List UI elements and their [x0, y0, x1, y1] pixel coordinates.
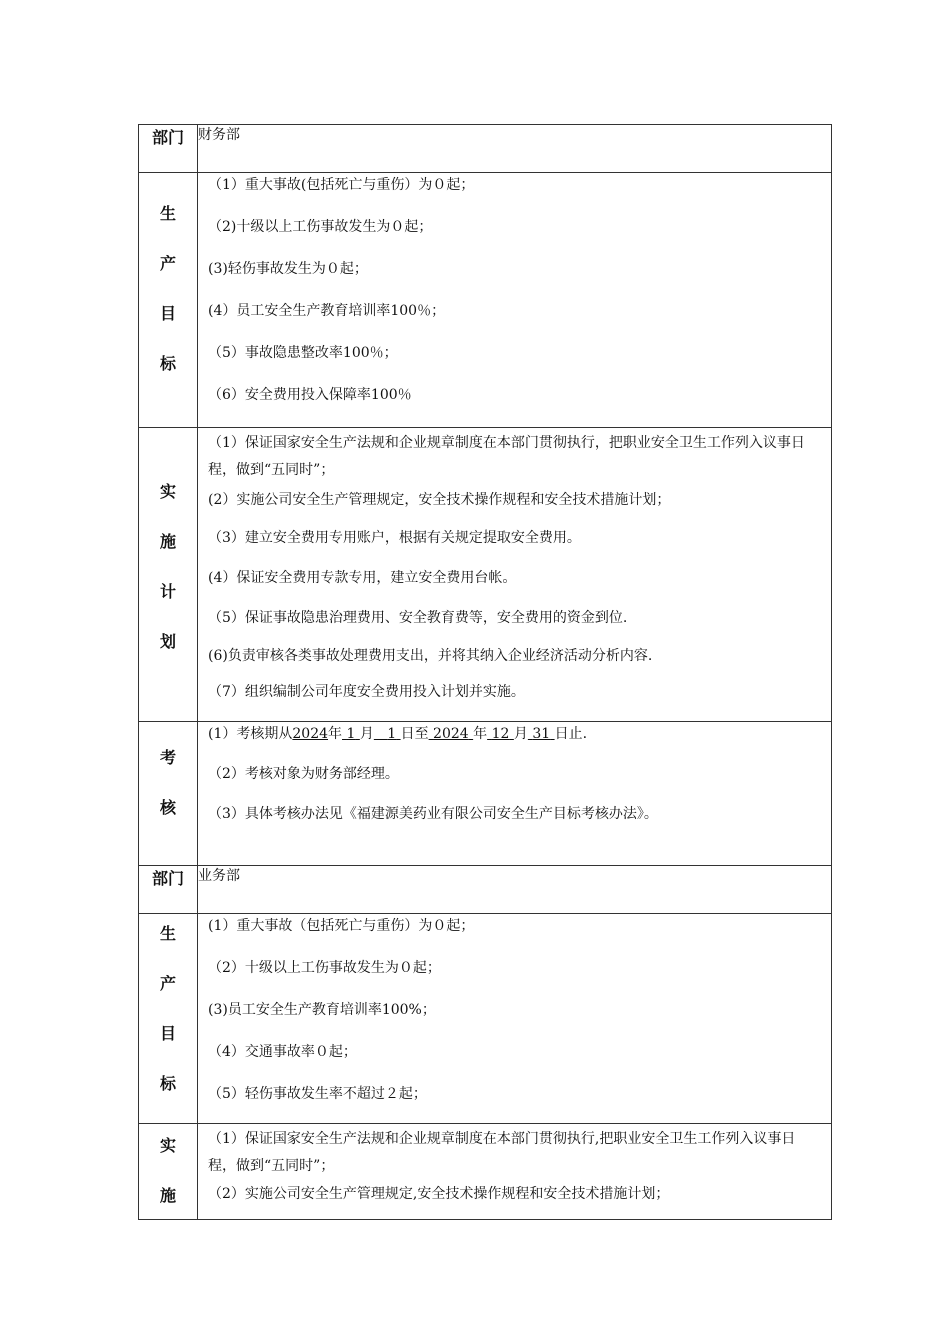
start-month: [342, 726, 360, 742]
assess-item: （3）具体考核办法见《福建源美药业有限公司安全生产目标考核办法》。: [208, 806, 658, 822]
goal-item: （5）轻伤事故发生率不超过２起；: [208, 1086, 427, 1102]
goal-item: （2）十级以上工伤事故发生为０起；: [208, 960, 441, 976]
responsibility-table: [138, 124, 832, 1220]
dept-row-business: [139, 866, 832, 914]
goal-item: (3)轻伤事故发生为０起；: [208, 261, 368, 277]
plan-label-char: 划: [159, 632, 176, 651]
plan-item: （7）组织编制公司年度安全费用投入计划并实施。: [208, 684, 525, 700]
year-char: 年: [473, 726, 488, 742]
plan-item: (6)负责审核各类事故处理费用支出，并将其纳入企业经济活动分析内容.: [208, 648, 653, 664]
goal-item: （1）重大事故(包括死亡与重伤）为０起；: [208, 177, 475, 193]
plan-row-business: [139, 1124, 832, 1220]
dept-value: 财务部: [198, 125, 832, 173]
goals-label-char: 标: [159, 354, 176, 373]
goals-label-char: 产: [159, 974, 176, 993]
plan-item: （1）保证国家安全生产法规和企业规章制度在本部门贯彻执行，把职业安全卫生工作列入议事日程，做到“五同时”；: [208, 435, 805, 478]
year-char: 年: [328, 726, 343, 742]
end-month-value: 12: [491, 726, 510, 742]
plan-item: (4）保证安全费用专款专用，建立安全费用台帐。: [208, 570, 517, 586]
goals-label: [139, 173, 198, 428]
plan-item: （2）实施公司安全生产管理规定,安全技术操作规程和安全技术措施计划；: [208, 1186, 670, 1202]
day-to: 日至: [400, 726, 429, 742]
plan-row-finance: [139, 428, 832, 722]
plan-label: [139, 1124, 198, 1220]
assess-list: [198, 722, 832, 866]
goal-item: （6）安全费用投入保障率100％: [208, 387, 412, 403]
dept-label: 部门: [139, 125, 198, 173]
goals-label-char: 生: [159, 924, 176, 943]
assess-item: （2）考核对象为财务部经理。: [208, 766, 399, 782]
plan-item: (2）实施公司安全生产管理规定，安全技术操作规程和安全技术措施计划；: [208, 492, 671, 508]
plan-item: （3）建立安全费用专用账户，根据有关规定提取安全费用。: [208, 530, 581, 546]
start-day: [374, 726, 401, 742]
dept-row-finance: [139, 125, 832, 173]
assess-label-char: 考: [159, 748, 176, 767]
goals-row-business: [139, 914, 832, 1124]
goals-label-char: 目: [159, 304, 176, 323]
dept-value: 业务部: [198, 866, 832, 914]
end-day: [528, 726, 555, 742]
plan-list: [198, 428, 832, 722]
assess-label: [139, 722, 198, 866]
end-day-value: 31: [532, 726, 551, 742]
plan-label-char: 实: [159, 1136, 176, 1155]
end-month: [487, 726, 514, 742]
plan-list: [198, 1124, 832, 1220]
assess-period-prefix: (1）考核期从: [208, 726, 293, 742]
end-year: [429, 726, 474, 742]
start-day-value: 1: [387, 726, 397, 742]
goals-row-finance: [139, 173, 832, 428]
plan-label: [139, 428, 198, 722]
assess-period-suffix: 日止.: [554, 726, 588, 742]
goal-item: (3)员工安全生产教育培训率100%；: [208, 1002, 436, 1018]
month-char: 月: [359, 726, 374, 742]
plan-item: （1）保证国家安全生产法规和企业规章制度在本部门贯彻执行,把职业安全卫生工作列入议事日程，做到“五同时”；: [208, 1131, 796, 1174]
goals-label-char: 产: [159, 254, 176, 273]
end-year-value: 2024: [433, 726, 469, 742]
goals-label: [139, 914, 198, 1124]
goals-label-char: 目: [159, 1024, 176, 1043]
assess-period: [198, 724, 831, 764]
assess-row-finance: [139, 722, 832, 866]
plan-label-char: 计: [159, 582, 176, 601]
assess-label-char: 核: [159, 798, 176, 817]
goals-list: [198, 914, 832, 1124]
goals-list: [198, 173, 832, 428]
goals-label-char: 标: [159, 1074, 176, 1093]
goals-label-char: 生: [159, 204, 176, 223]
dept-label: 部门: [139, 866, 198, 914]
plan-label-char: 实: [159, 482, 176, 501]
month-char: 月: [513, 726, 528, 742]
goal-item: （4）交通事故率０起；: [208, 1044, 357, 1060]
plan-label-char: 施: [159, 532, 176, 551]
plan-label-char: 施: [159, 1186, 176, 1205]
start-month-value: 1: [346, 726, 356, 742]
goal-item: (4）员工安全生产教育培训率100％；: [208, 303, 446, 319]
goal-item: (1）重大事故（包括死亡与重伤）为０起；: [208, 918, 475, 934]
start-year: 2024: [292, 726, 329, 742]
goal-item: （5）事故隐患整改率100％；: [208, 345, 398, 361]
plan-item: （5）保证事故隐患治理费用、安全教育费等，安全费用的资金到位.: [208, 610, 628, 626]
goal-item: （2)十级以上工伤事故发生为０起；: [208, 219, 433, 235]
